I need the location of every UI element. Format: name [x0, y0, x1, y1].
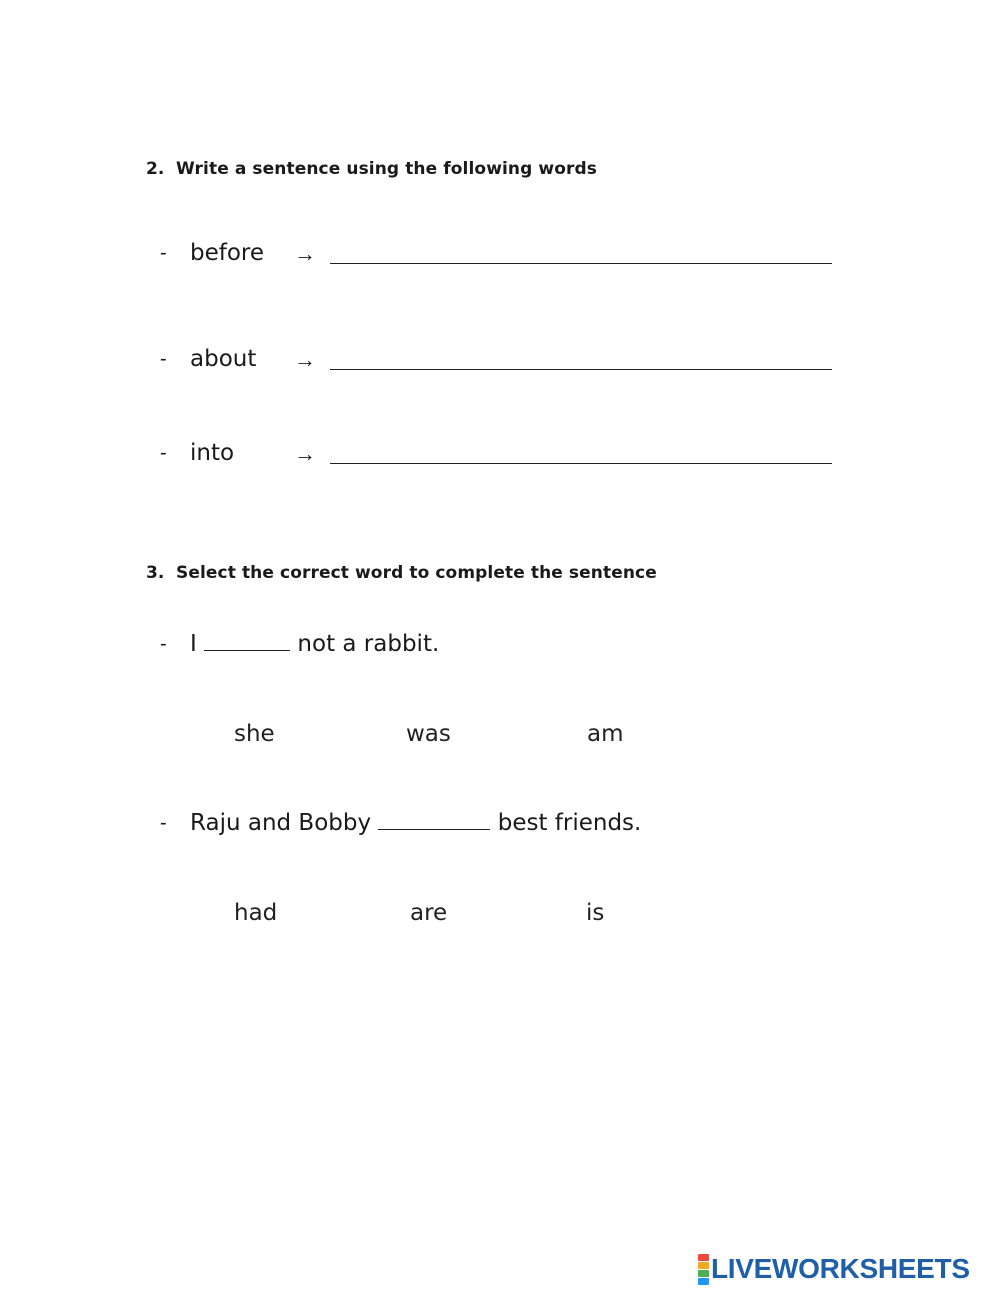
option-had[interactable]: had: [234, 900, 278, 926]
option-is[interactable]: is: [586, 900, 605, 926]
blank-slot[interactable]: [204, 632, 290, 651]
answer-line-before[interactable]: [330, 263, 832, 264]
option-she[interactable]: she: [234, 721, 275, 747]
sentence-end: not a rabbit.: [297, 631, 440, 657]
logo-blocks-icon: [698, 1254, 709, 1285]
arrow-right-icon: →: [294, 441, 316, 466]
list-dash: -: [160, 442, 167, 464]
word-into: into: [190, 440, 235, 466]
list-dash: -: [160, 633, 167, 655]
list-dash: -: [160, 812, 167, 834]
answer-line-into[interactable]: [330, 463, 832, 464]
section-2-title: Write a sentence using the following words: [176, 159, 597, 179]
logo-block: [698, 1254, 709, 1261]
option-are[interactable]: are: [410, 900, 448, 926]
list-dash: -: [160, 242, 167, 264]
option-was[interactable]: was: [406, 721, 451, 747]
sentence-start: Raju and Bobby: [190, 810, 372, 836]
logo-block: [698, 1270, 709, 1277]
section-3-title: Select the correct word to complete the sentence: [176, 563, 657, 583]
question-2-sentence: [190, 810, 641, 836]
arrow-right-icon: →: [294, 347, 316, 372]
option-am[interactable]: am: [587, 721, 624, 747]
logo-text: LIVEWORKSHEETS: [711, 1253, 970, 1284]
answer-line-about[interactable]: [330, 369, 832, 370]
blank-slot[interactable]: [378, 811, 490, 830]
section-2-heading: [146, 159, 597, 179]
section-3-heading: [146, 563, 657, 583]
logo-block: [698, 1278, 709, 1285]
section-3-number: 3.: [146, 563, 165, 583]
logo-block: [698, 1262, 709, 1269]
list-dash: -: [160, 348, 167, 370]
liveworksheets-logo: [698, 1254, 970, 1284]
word-about: about: [190, 346, 257, 372]
word-before: before: [190, 240, 265, 266]
sentence-end: best friends.: [497, 810, 642, 836]
question-1-sentence: [190, 631, 439, 657]
sentence-start: I: [190, 631, 197, 657]
section-2-number: 2.: [146, 159, 165, 179]
arrow-right-icon: →: [294, 241, 316, 266]
